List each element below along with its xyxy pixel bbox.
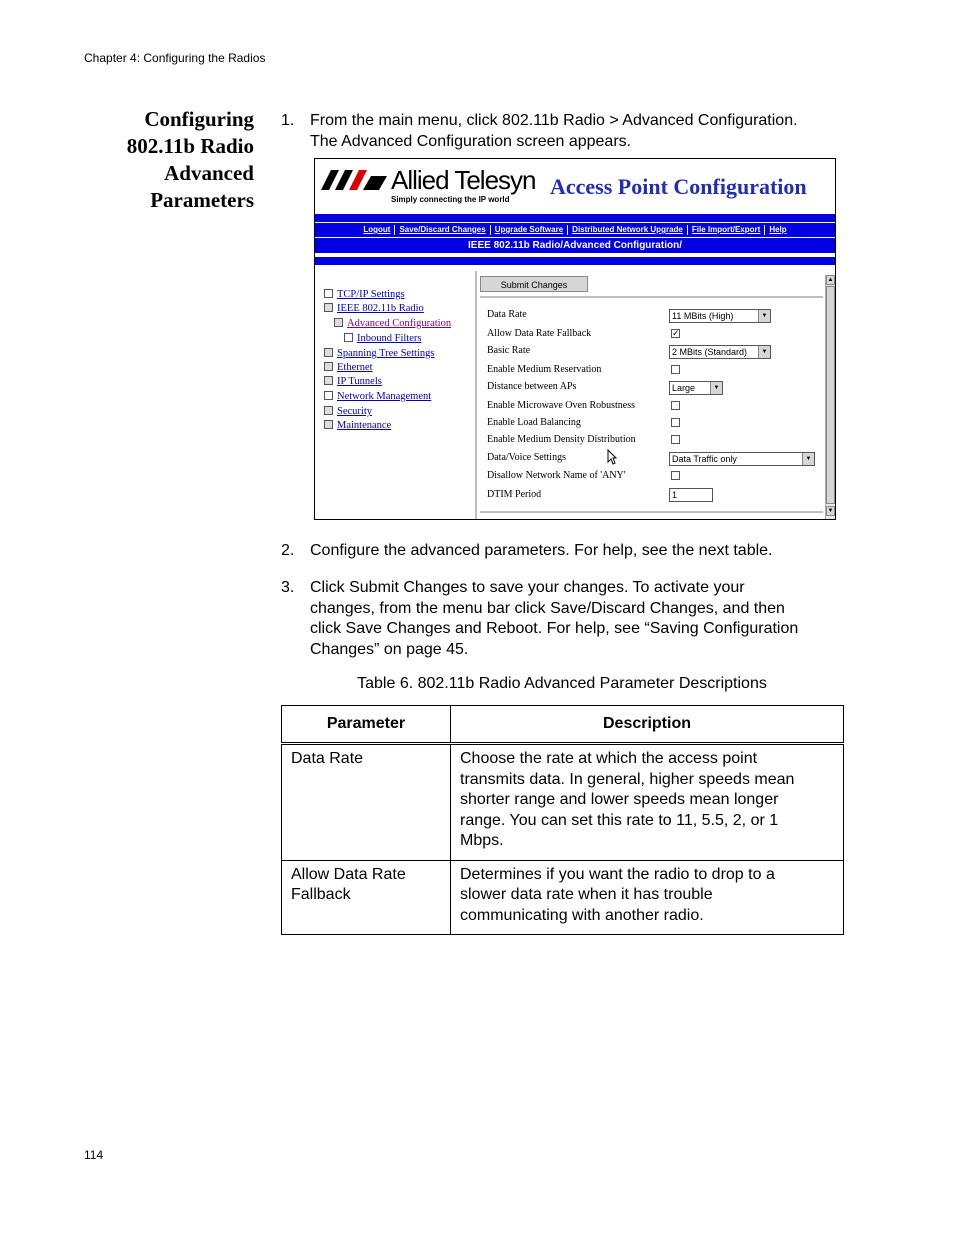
open-folder-icon (334, 318, 343, 327)
allied-telesyn-logo-icon (321, 168, 387, 192)
nav-ethernet[interactable]: Ethernet (324, 362, 373, 373)
field-label-data-rate: Data Rate (487, 309, 527, 320)
nav-spanning-tree-settings[interactable]: Spanning Tree Settings (324, 348, 434, 359)
path-divider (315, 257, 835, 265)
page-number: 114 (84, 1148, 104, 1162)
left-nav (315, 271, 477, 519)
nav-tcp-ip-settings[interactable]: TCP/IP Settings (324, 289, 405, 300)
config-form (478, 271, 823, 519)
field-label-allow-fallback: Allow Data Rate Fallback (487, 328, 592, 339)
medium-reservation-checkbox[interactable] (671, 365, 680, 374)
menu-help[interactable]: Help (764, 225, 790, 235)
scroll-up-icon[interactable]: ▲ (827, 277, 834, 283)
scroll-down-icon[interactable]: ▼ (827, 508, 834, 514)
step-text (310, 541, 845, 562)
step-number: 1. (281, 112, 295, 129)
table-header-row (282, 706, 844, 744)
nav-maintenance[interactable]: Maintenance (324, 420, 391, 431)
dtim-period-input[interactable]: 1 (669, 488, 713, 502)
dropdown-arrow-icon: ▼ (802, 453, 814, 465)
microwave-robustness-checkbox[interactable] (671, 401, 680, 410)
page-path: IEEE 802.11b Radio/Advanced Configuration/ (315, 238, 835, 253)
brand-tagline: Simply connecting the IP world (391, 195, 510, 204)
folder-icon (324, 376, 333, 385)
brand-name: Allied Telesyn (391, 165, 536, 195)
form-divider (480, 511, 823, 513)
mouse-pointer-icon (607, 449, 617, 465)
folder-icon (324, 348, 333, 357)
field-label-distance: Distance between APs (487, 381, 577, 392)
medium-density-checkbox[interactable] (671, 435, 680, 444)
step-text (310, 578, 845, 660)
step-line: Click Submit Changes to save your changes. To activate your (310, 579, 745, 596)
document-icon (324, 289, 333, 298)
step-line: The Advanced Configuration screen appears. (310, 132, 632, 150)
column-header-parameter: Parameter (282, 706, 451, 744)
field-label-disallow-any: Disallow Network Name of 'ANY' (487, 470, 626, 481)
nav-ip-tunnels[interactable]: IP Tunnels (324, 376, 382, 387)
table-caption: Table 6. 802.11b Radio Advanced Parameter Descriptions (357, 675, 767, 692)
field-label-dtim-period: DTIM Period (487, 489, 542, 500)
app-title: Access Point Configuration (550, 174, 807, 199)
folder-icon (324, 362, 333, 371)
menu-distributed-upgrade[interactable]: Distributed Network Upgrade (567, 225, 687, 235)
step-line: Configure the advanced parameters. For help, see the next table. (310, 542, 773, 559)
folder-icon (324, 406, 333, 415)
dropdown-arrow-icon: ▼ (758, 310, 770, 322)
load-balancing-checkbox[interactable] (671, 418, 680, 427)
table-row (282, 860, 844, 935)
menu-bar (315, 223, 835, 237)
step-text (310, 111, 845, 152)
field-label-medium-density: Enable Medium Density Distribution (487, 434, 636, 445)
parameter-cell: Allow Data Rate Fallback (282, 860, 451, 935)
parameter-cell: Data Rate (282, 744, 451, 861)
dropdown-arrow-icon: ▼ (710, 382, 722, 394)
column-header-description: Description (451, 706, 844, 744)
heading-line: Parameters (150, 188, 254, 212)
heading-line: 802.11b Radio (126, 134, 254, 158)
step-line: changes, from the menu bar click Save/Discard Changes, and then (310, 599, 785, 617)
description-cell: Choose the rate at which the access point transmits data. In general, higher speeds mean shorter range and lower speeds mean longer range. You can set this rate to 11, 5.5, 2, or 1 Mbps. (451, 744, 844, 861)
nav-advanced-configuration[interactable]: Advanced Configuration (334, 318, 451, 329)
step-line: click Save Changes and Reboot. For help, see “Saving Configuration (310, 620, 799, 637)
menu-logout[interactable]: Logout (363, 225, 391, 234)
allow-fallback-checkbox[interactable]: ✓ (672, 328, 680, 338)
field-label-microwave-robustness: Enable Microwave Oven Robustness (487, 400, 636, 411)
heading-line: Advanced (164, 161, 254, 185)
nav-security[interactable]: Security (324, 406, 372, 417)
parameter-table (281, 705, 844, 935)
submit-changes-button[interactable]: Submit Changes (480, 276, 588, 292)
step-number: 3. (281, 579, 295, 596)
step-line: From the main menu, click 802.11b Radio > Advanced Configuration. (310, 112, 798, 129)
scroll-thumb[interactable] (826, 286, 835, 504)
step-line: Changes” on page 45. (310, 640, 469, 658)
field-label-medium-reservation: Enable Medium Reservation (487, 364, 602, 375)
form-divider (480, 296, 823, 298)
field-label-basic-rate: Basic Rate (487, 345, 531, 356)
heading-line: Configuring (144, 107, 254, 131)
document-icon (324, 391, 333, 400)
basic-rate-select[interactable]: 2 MBits (Standard) ▼ (669, 345, 771, 359)
table-row (282, 744, 844, 861)
disallow-any-checkbox[interactable] (671, 471, 680, 480)
field-label-data-voice: Data/Voice Settings (487, 452, 566, 463)
nav-network-management[interactable]: Network Management (324, 391, 431, 402)
menu-save-discard[interactable]: Save/Discard Changes (394, 225, 489, 235)
folder-icon (324, 420, 333, 429)
nav-inbound-filters[interactable]: Inbound Filters (344, 333, 421, 344)
menu-file-import-export[interactable]: File Import/Export (687, 225, 764, 235)
step-number: 2. (281, 542, 295, 559)
running-header: Chapter 4: Configuring the Radios (84, 51, 266, 65)
banner-divider (315, 214, 835, 222)
data-rate-select[interactable]: 11 MBits (High) ▼ (669, 309, 771, 323)
brand-banner (315, 159, 835, 214)
data-voice-select[interactable]: Data Traffic only ▼ (669, 452, 815, 466)
menu-upgrade-software[interactable]: Upgrade Software (490, 225, 567, 235)
vertical-scrollbar[interactable] (825, 275, 836, 519)
nav-ieee-80211b-radio[interactable]: IEEE 802.11b Radio (324, 303, 424, 314)
section-heading (100, 106, 254, 214)
field-label-load-balancing: Enable Load Balancing (487, 417, 581, 428)
document-icon (344, 333, 353, 342)
distance-select[interactable]: Large ▼ (669, 381, 723, 395)
dropdown-arrow-icon: ▼ (758, 346, 770, 358)
open-folder-icon (324, 303, 333, 312)
config-screenshot (314, 158, 836, 520)
description-cell: Determines if you want the radio to drop to a slower data rate when it has trouble communicating with another radio. (451, 860, 844, 935)
